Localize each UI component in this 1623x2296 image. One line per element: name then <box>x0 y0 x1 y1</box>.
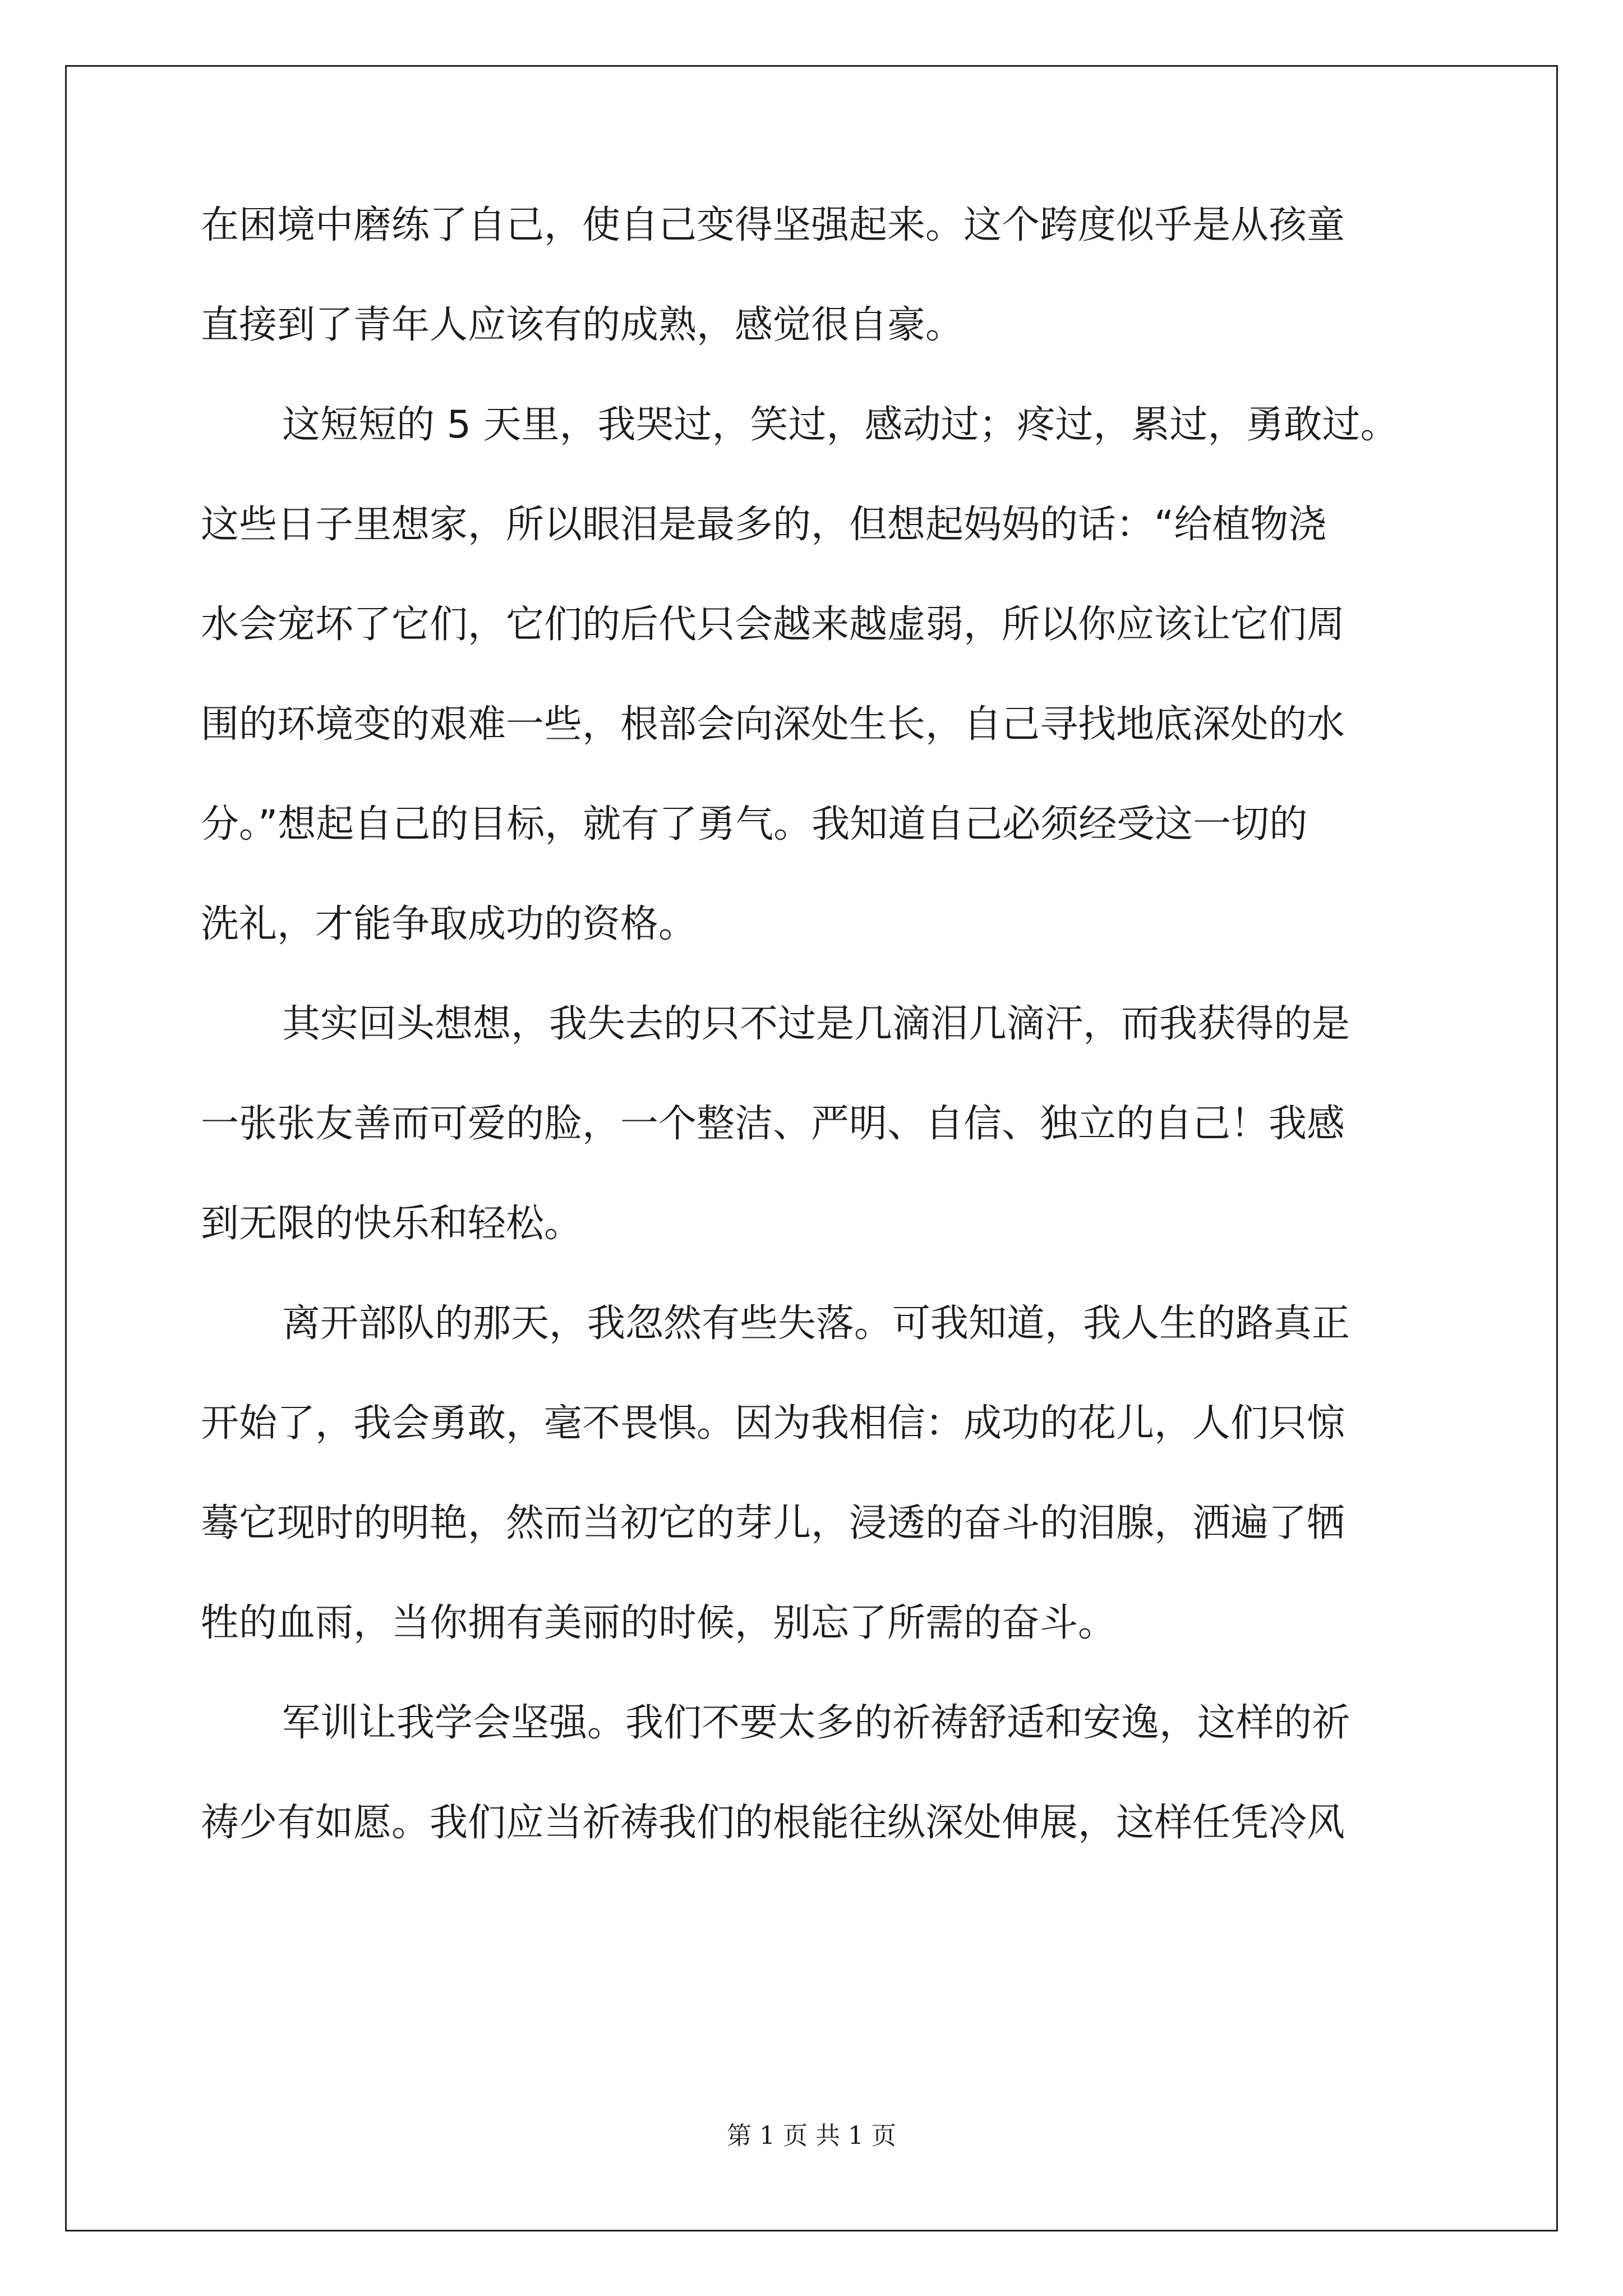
text-line: 牲的血雨，当你拥有美丽的时候，别忘了所需的奋斗。 <box>201 1601 1117 1645</box>
text-line: 这些日子里想家，所以眼泪是最多的，但想起妈妈的话：“给植物浇 <box>201 503 1327 547</box>
text-line: 分。”想起自己的目标，就有了勇气。我知道自己必须经受这一切的 <box>201 802 1308 846</box>
text-line: 军训让我学会坚强。我们不要太多的祈祷舒适和安逸，这样的祈 <box>282 1701 1350 1745</box>
text-line: 围的环境变的艰难一些，根部会向深处生长，自己寻找地底深处的水 <box>201 702 1345 747</box>
text-line: 开始了，我会勇敢，毫不畏惧。因为我相信：成功的花儿，人们只惊 <box>201 1401 1345 1446</box>
text-line: 离开部队的那天，我忽然有些失落。可我知道，我人生的路真正 <box>282 1301 1350 1346</box>
text-line: 直接到了青年人应该有的成熟，感觉很自豪。 <box>201 303 964 347</box>
text-line: 蓦它现时的明艳，然而当初它的芽儿，浸透的奋斗的泪腺，洒遍了牺 <box>201 1501 1345 1545</box>
text-line: 在困境中磨练了自己，使自己变得坚强起来。这个跨度似乎是从孩童 <box>201 203 1345 247</box>
text-line: 祷少有如愿。我们应当祈祷我们的根能往纵深处伸展，这样任凭冷风 <box>201 1801 1345 1845</box>
text-line: 洗礼，才能争取成功的资格。 <box>201 902 697 946</box>
text-line: 水会宠坏了它们，它们的后代只会越来越虚弱，所以你应该让它们周 <box>201 602 1345 647</box>
text-line: 一张张友善而可爱的脸，一个整洁、严明、自信、独立的自己！我感 <box>201 1102 1345 1146</box>
text-line: 到无限的快乐和轻松。 <box>201 1202 583 1246</box>
text-line: 这短短的 5 天里，我哭过，笑过，感动过；疼过，累过，勇敢过。 <box>282 403 1399 447</box>
text-line: 其实回头想想，我失去的只不过是几滴泪几滴汗，而我获得的是 <box>282 1002 1350 1046</box>
page-number-footer: 第 1 页 共 1 页 <box>727 2122 896 2150</box>
